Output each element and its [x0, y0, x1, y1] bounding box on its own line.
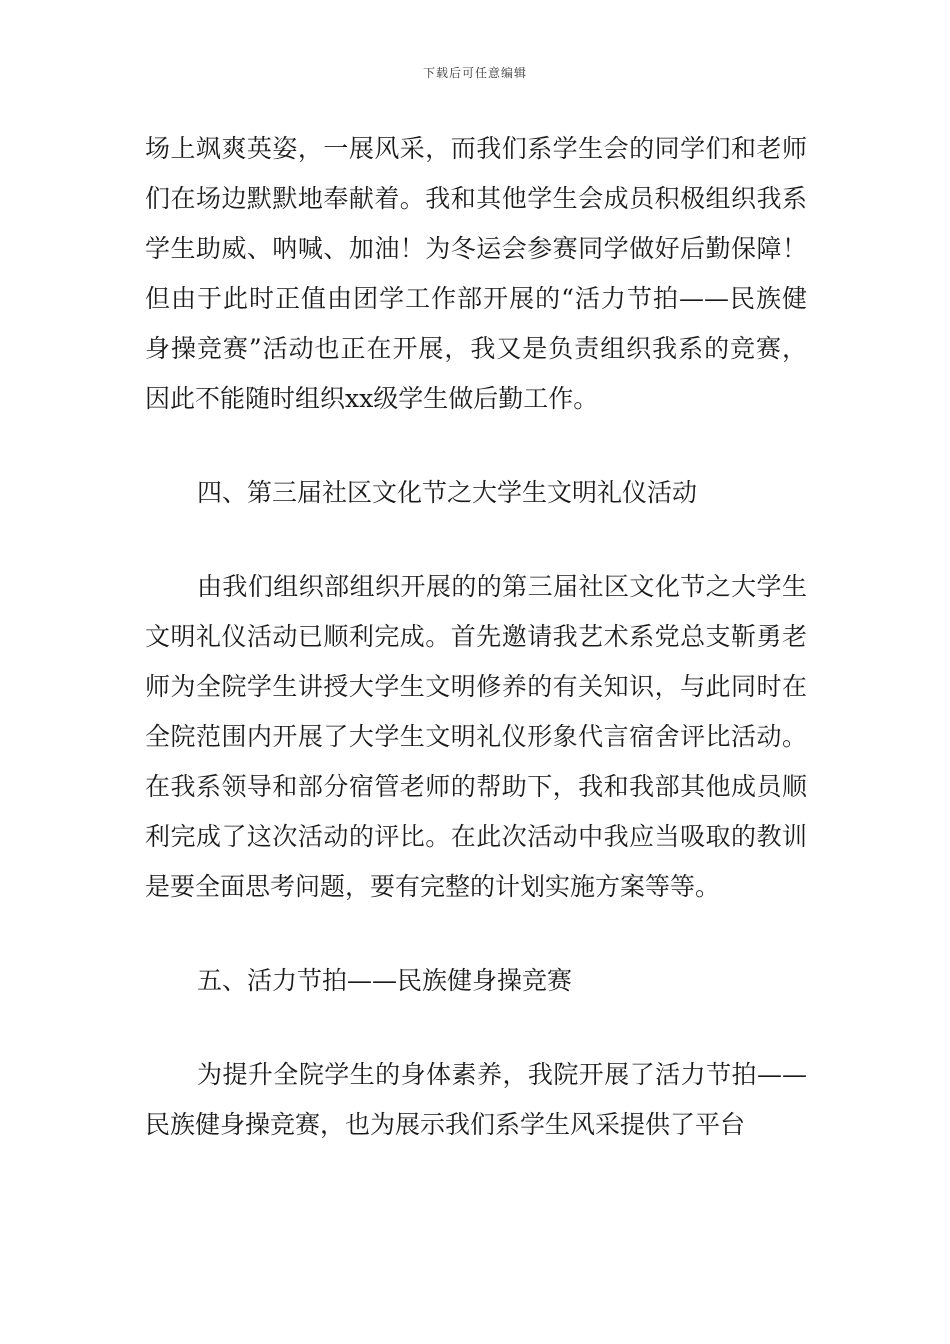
paragraph-fitness: 为提升全院学生的身体素养，我院开展了活力节拍——民族健身操竞赛，也为展示我们系学生风采提供了平台 — [145, 1060, 807, 1139]
spacer — [145, 518, 807, 562]
document-body — [145, 124, 807, 1150]
page-header: 下载后可任意编辑 — [422, 66, 527, 80]
section-heading-5: 五、活力节拍——民族健身操竞赛 — [197, 966, 573, 995]
spacer — [145, 912, 807, 956]
spacer — [145, 1006, 807, 1050]
section-heading-4: 四、第三届社区文化节之大学生文明礼仪活动 — [197, 478, 698, 507]
paragraph-etiquette: 由我们组织部组织开展的的第三届社区文化节之大学生文明礼仪活动已顺利完成。首先邀请我艺术系党总支靳勇老师为全院学生讲授大学生文明修养的有关知识，与此同时在全院范围内开展了大学生文明礼仪形象代言宿舍评比活动。在我系领导和部分宿管老师的帮助下，我和我部其他成员顺利完成了这次活动的评比。在此次活动中我应当吸取的教训是要全面思考问题，要有完整的计划实施方案等等。 — [145, 572, 807, 901]
paragraph-winter-games: 场上飒爽英姿，一展风采，而我们系学生会的同学们和老师们在场边默默地奉献着。我和其他学生会成员积极组织我系学生助威、呐喊、加油！为冬运会参赛同学做好后勤保障！但由于此时正值由团学工作部开展的“活力节拍——民族健身操竞赛”活动也正在开展，我又是负责组织我系的竞赛，因此不能随时组织xx级学生做后勤工作。 — [145, 134, 807, 413]
spacer — [145, 424, 807, 468]
